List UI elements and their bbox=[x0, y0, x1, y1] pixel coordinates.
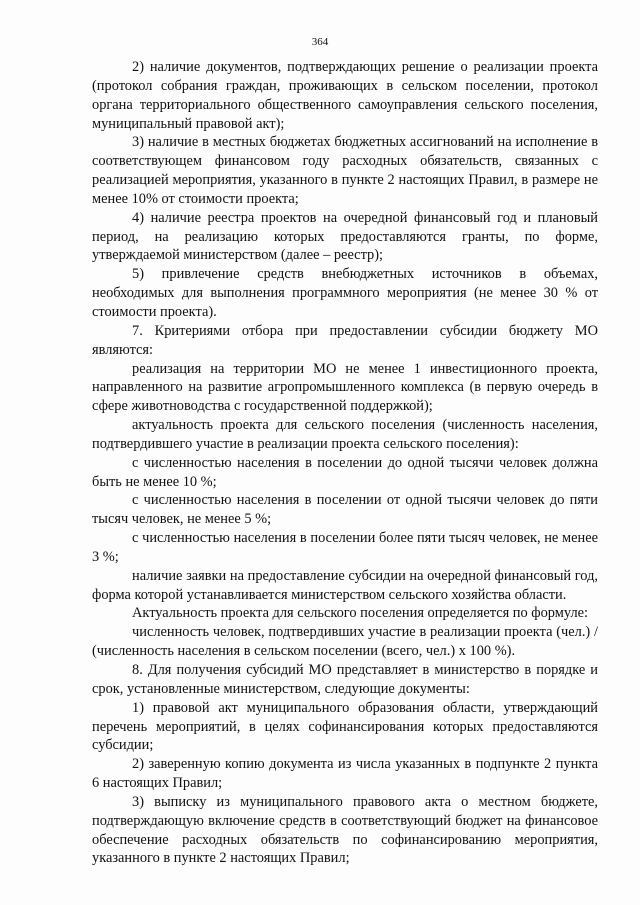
paragraph-7-criteria: 7. Критериями отбора при предоставлении субсидии бюджету МО являются: bbox=[92, 322, 598, 358]
paragraph-criterion-investment: реализация на территории МО не менее 1 инвестиционного проекта, направленного на развитие агропромышленного комплекса (в первую очередь в сфере животноводства с государственной поддержкой); bbox=[92, 360, 598, 415]
paragraph-criterion-relevance: актуальность проекта для сельского поселения (численность населения, подтвердившего участие в реализации проекта сельского поселения): bbox=[92, 417, 598, 452]
paragraph-population-over-5000: с численностью населения в поселении более пяти тысяч человек, не менее 3 %; bbox=[92, 530, 598, 565]
paragraph-relevance-formula: численность человек, подтвердивших участие в реализации проекта (чел.) / (численность населения в сельском поселении (всего, чел.) х 100 %). bbox=[92, 624, 598, 660]
paragraph-doc-3-budget-extract: 3) выписку из муниципального правового акта о местном бюджете, подтверждающую включение средств в соответствующий бюджет на финансовое обеспечение расходных обязательств по софинансированию мероприятия, указанного в пункте 2 настоящих Правил; bbox=[92, 793, 598, 867]
paragraph-3-budget-allocations: 3) наличие в местных бюджетах бюджетных ассигнований на исполнение в соответствующем финансовом году расходных обязательств, связанных с реализацией мероприятия, указанного в пункте 2 настоящих Правил, в размере не менее 10% от стоимости проекта; bbox=[92, 134, 598, 207]
paragraph-population-under-1000: с численностью населения в поселении до одной тысячи человек должна быть не менее 10 %; bbox=[92, 454, 598, 490]
paragraph-relevance-formula-intro: Актуальность проекта для сельского поселения определяется по формуле: bbox=[132, 605, 589, 622]
paragraph-5-extrabudgetary: 5) привлечение средств внебюджетных источников в объемах, необходимых для выполнения программного мероприятия (не менее 30 % от стоимости проекта). bbox=[92, 266, 598, 320]
document-body bbox=[92, 58, 598, 868]
page-number: 364 bbox=[311, 36, 329, 48]
paragraph-criterion-application: наличие заявки на предоставление субсидии на очередной финансовый год, форма которой устанавливается министерством сельского хозяйства области. bbox=[92, 567, 598, 603]
paragraph-8-documents-list: 8. Для получения субсидий МО представляет в министерство в порядке и срок, установленные министерством, следующие документы: bbox=[92, 662, 598, 697]
paragraph-doc-1-legal-act: 1) правовой акт муниципального образования области, утверждающий перечень мероприятий, в целях софинансирования которых предоставляются субсидии; bbox=[92, 699, 598, 754]
paragraph-4-registry: 4) наличие реестра проектов на очередной финансовый год и плановый период, на реализацию которых предоставляются гранты, по форме, утверждаемой министерством (далее – реестр); bbox=[92, 209, 598, 264]
paragraph-2-documents: 2) наличие документов, подтверждающих решение о реализации проекта (протокол собрания граждан, проживающих в сельском поселении, протокол органа территориального общественного самоуправления сельского поселения, муниципальный правовой акт); bbox=[92, 59, 598, 132]
paragraph-population-1000-5000: с численностью населения в поселении от одной тысячи человек до пяти тысяч человек, не менее 5 %; bbox=[92, 492, 598, 528]
paragraph-doc-2-certified-copy: 2) заверенную копию документа из числа указанных в подпункте 2 пункта 6 настоящих Правил; bbox=[92, 756, 598, 792]
